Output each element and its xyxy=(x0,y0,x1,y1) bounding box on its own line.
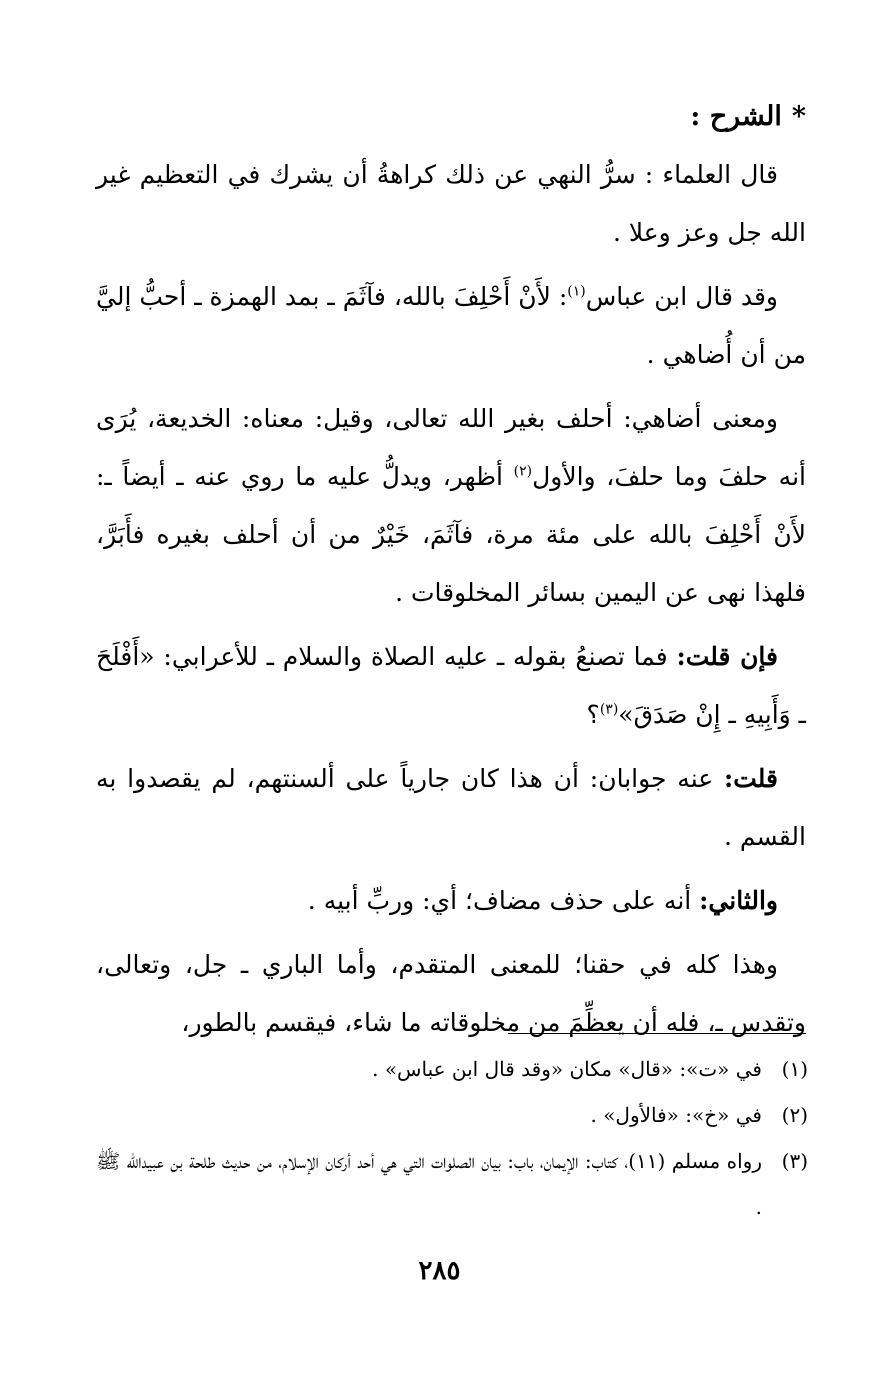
paragraph-4 xyxy=(96,628,806,744)
paragraph-6 xyxy=(96,872,806,930)
footnote-number: (١) xyxy=(781,1057,808,1081)
footnote-number: (٣) xyxy=(781,1149,808,1173)
paragraph-6-text: أنه على حذف مضاف؛ أي: وربِّ أبيه . xyxy=(307,886,700,915)
paragraph-4-bold: فإن قلت: xyxy=(676,642,778,671)
footnotes xyxy=(96,1046,808,1230)
heading-label: الشرح : xyxy=(690,101,782,132)
paragraph-1-text: قال العلماء : سرُّ النهي عن ذلك كراهةُ أن يشرك في التعظيم غير الله جل وعز وعلا . xyxy=(96,160,806,247)
footnote-2 xyxy=(96,1092,808,1138)
paragraph-3 xyxy=(96,390,806,622)
paragraph-2-text-b: : لأَنْ أَحْلِفَ بالله، فآثَمَ ـ بمد الهمزة ـ أحبُّ إليَّ من أن أُضاهي . xyxy=(96,282,806,369)
paragraph-5-bold: قلت: xyxy=(723,764,778,793)
footnote-divider xyxy=(508,1033,806,1034)
footnote-number: (٢) xyxy=(781,1103,808,1127)
footnote-text: رواه مسلم (١١)، كتاب: الإيمان، باب: بيان الصلوات التي هي أحد أركان الإسلام، من حديث طلحة بن عبيدالله ﷺ . xyxy=(96,1149,762,1219)
footnote-1 xyxy=(96,1046,808,1092)
footnote-text: في «ت»: «قال» مكان «وقد قال ابن عباس» . xyxy=(372,1057,762,1081)
paragraph-5-text: عنه جوابان: أن هذا كان جارياً على ألسنتهم، لم يقصدوا به القسم . xyxy=(96,764,806,851)
heading-star-icon: * xyxy=(791,101,806,132)
paragraph-7-text: وهذا كله في حقنا؛ للمعنى المتقدم، وأما الباري ـ جل، وتعالى، وتقدس ـ، فله أن يعظِّمَ من مخلوقاته ما شاء، فيقسم بالطور، xyxy=(96,950,806,1037)
paragraph-2 xyxy=(96,268,806,384)
paragraph-5 xyxy=(96,750,806,866)
footnote-text: في «خ»: «فالأول» . xyxy=(590,1103,762,1127)
paragraph-4-text-a: فما تصنعُ بقوله ـ عليه الصلاة والسلام ـ للأعرابي: «أَفْلَحَ ـ وَأَبِيهِ ـ إِنْ صَدَقَ» xyxy=(96,642,806,729)
footnote-ref-3: (٣) xyxy=(599,701,619,718)
paragraph-3-text-b: أظهر، ويدلُّ عليه ما روي عنه ـ أيضاً ـ: لأَنْ أَحْلِفَ بالله على مئة مرة، فآثَمَ، خَيْرٌ من أن أحلف بغيره فأَبَرَّ، فلهذا نهى عن اليمين بسائر المخلوقات . xyxy=(96,462,806,607)
page-number: ٢٨٥ xyxy=(418,1256,461,1286)
paragraph-3-text-a: ومعنى أضاهي: أحلف بغير الله تعالى، وقيل: معناه: الخديعة، يُرَى أنه حلفَ وما حلفَ، والأول xyxy=(96,404,806,491)
footnote-3 xyxy=(96,1138,808,1230)
paragraph-4-text-b: ؟ xyxy=(586,700,600,729)
paragraph-6-bold: والثاني: xyxy=(699,886,778,915)
paragraph-2-text-a: وقد قال ابن عباس xyxy=(585,282,778,311)
section-heading xyxy=(96,88,806,146)
paragraph-1 xyxy=(96,146,806,262)
paragraph-7 xyxy=(96,936,806,1052)
footnote-ref-2: (٢) xyxy=(513,463,533,480)
footnote-ref-1: (١) xyxy=(567,283,586,300)
main-text xyxy=(96,88,806,1058)
